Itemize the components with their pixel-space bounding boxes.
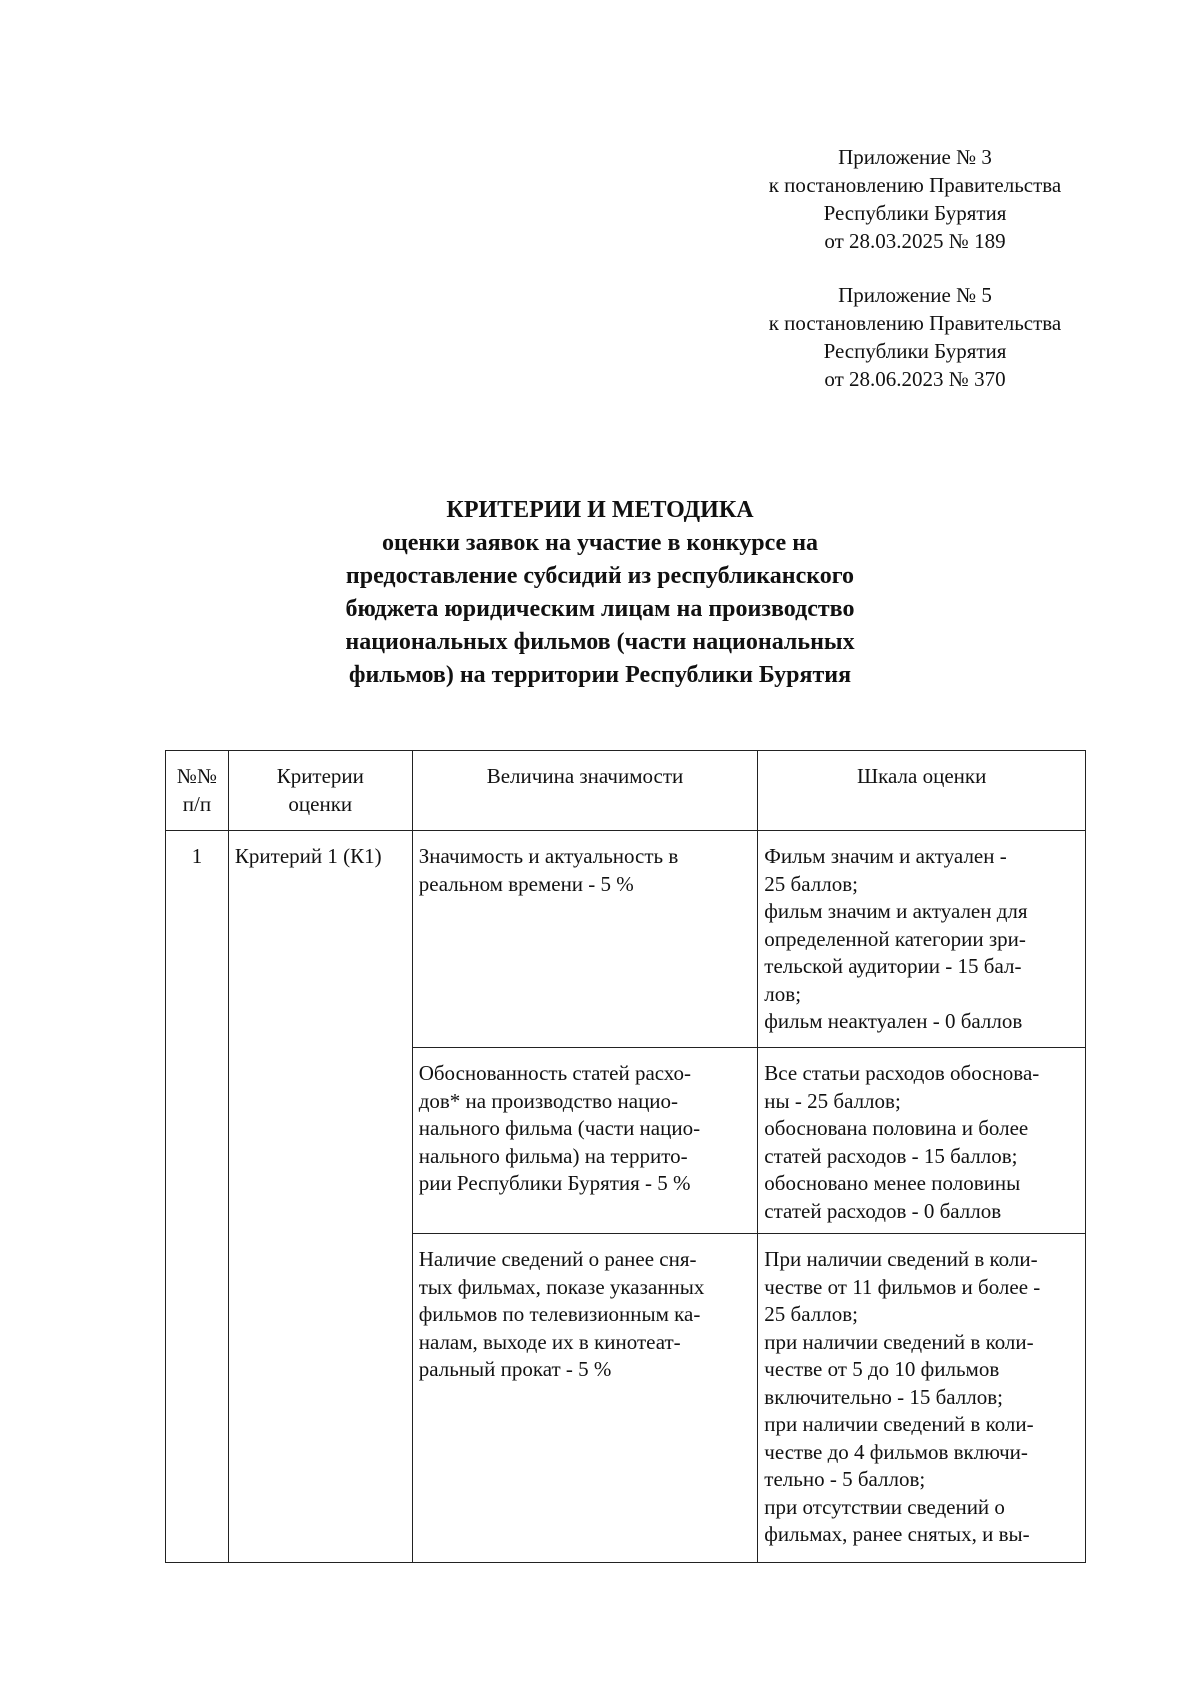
value-line: дов* на производство нацио- xyxy=(418,1088,679,1113)
header-criteria xyxy=(228,751,412,831)
scale-line: обоснована половина и более xyxy=(764,1116,1029,1140)
header-value: Величина значимости xyxy=(412,751,758,831)
scale-line: честве до 4 фильмов включи- xyxy=(764,1439,1028,1464)
value-cell xyxy=(412,1234,758,1563)
scale-line: фильм неактуален - 0 баллов xyxy=(764,1009,1023,1033)
scale-line: Все статьи расходов обоснова- xyxy=(764,1061,1040,1085)
scale-line: включительно - 15 баллов; xyxy=(764,1384,1004,1409)
annex-header-2 xyxy=(745,281,1085,393)
scale-line: 25 баллов; xyxy=(764,871,858,896)
scale-line: честве от 11 фильмов и более - xyxy=(764,1274,1041,1299)
scale-line: определенной категории зри- xyxy=(764,926,1026,951)
value-line: фильмов по телевизионным ка- xyxy=(418,1302,701,1326)
scale-line: статей расходов - 0 баллов xyxy=(764,1198,1002,1223)
annex-line: к постановлению Правительства xyxy=(768,173,1062,197)
title-subtitle-line: национальных фильмов (части национальных xyxy=(345,629,855,655)
value-line: нального фильма (части нацио- xyxy=(418,1116,701,1140)
scale-line: При наличии сведений в коли- xyxy=(764,1247,1038,1271)
scale-line: 25 баллов; xyxy=(764,1302,858,1326)
scale-line: честве от 5 до 10 фильмов xyxy=(764,1357,1000,1381)
header-criteria-line: Критерии xyxy=(276,764,364,788)
scale-line: при наличии сведений в коли- xyxy=(764,1412,1034,1436)
value-line: ральный прокат - 5 % xyxy=(418,1357,612,1381)
scale-line: статей расходов - 15 баллов; xyxy=(764,1143,1018,1168)
header-number-line: п/п xyxy=(182,791,212,816)
annex-line: Республики Бурятия xyxy=(823,339,1007,363)
row-number: 1 xyxy=(166,831,229,1563)
title-subtitle-line: бюджета юридическим лицам на производство xyxy=(345,596,855,622)
table-row xyxy=(166,831,1086,1048)
scale-line: фильм значим и актуален для xyxy=(764,899,1028,923)
document-title xyxy=(200,494,1000,692)
header-scale: Шкала оценки xyxy=(758,751,1086,831)
header-number-line: №№ xyxy=(176,764,217,788)
value-line: рии Республики Бурятия - 5 % xyxy=(418,1171,691,1195)
scale-line: Фильм значим и актуален - xyxy=(764,844,1007,868)
header-number xyxy=(166,751,229,831)
value-line: реальном времени - 5 % xyxy=(418,871,634,896)
scale-cell xyxy=(758,1234,1086,1563)
scale-line: тельской аудитории - 15 бал- xyxy=(764,954,1022,978)
criterion-name: Критерий 1 (К1) xyxy=(228,831,412,1563)
scale-line: лов; xyxy=(764,981,802,1006)
annex-header-1 xyxy=(745,143,1085,255)
annex-line: Приложение № 5 xyxy=(838,283,992,307)
title-main: КРИТЕРИИ И МЕТОДИКА xyxy=(446,497,754,523)
annex-line: Приложение № 3 xyxy=(838,145,992,169)
scale-line: обосновано менее половины xyxy=(764,1171,1021,1195)
title-subtitle-line: предоставление субсидий из республиканского xyxy=(345,563,855,589)
value-line: тых фильмах, показе указанных xyxy=(418,1274,705,1299)
value-line: Обоснованность статей расхо- xyxy=(418,1061,691,1085)
scale-line: тельно - 5 баллов; xyxy=(764,1467,926,1491)
title-subtitle-line: фильмов) на территории Республики Бурятия xyxy=(348,662,852,688)
annex-line: от 28.06.2023 № 370 xyxy=(824,367,1006,391)
value-line: Значимость и актуальность в xyxy=(418,844,679,868)
scale-line: при отсутствии сведений о xyxy=(764,1494,1005,1519)
value-line: Наличие сведений о ранее сня- xyxy=(418,1247,697,1271)
annex-line: Республики Бурятия xyxy=(823,201,1007,225)
title-subtitle-line: оценки заявок на участие в конкурсе на xyxy=(381,530,819,556)
value-line: нального фильма) на террито- xyxy=(418,1143,688,1168)
annex-line: от 28.03.2025 № 189 xyxy=(824,229,1006,253)
annex-line: к постановлению Правительства xyxy=(768,311,1062,335)
table-header-row xyxy=(166,751,1086,831)
value-line: налам, выходе их в кинотеат- xyxy=(418,1329,681,1354)
criteria-table xyxy=(165,750,1086,1563)
scale-cell xyxy=(758,1048,1086,1234)
value-cell xyxy=(412,1048,758,1234)
scale-line: фильмах, ранее снятых, и вы- xyxy=(764,1522,1030,1546)
scale-cell xyxy=(758,831,1086,1048)
value-cell xyxy=(412,831,758,1048)
scale-line: ны - 25 баллов; xyxy=(764,1088,901,1113)
header-criteria-line: оценки xyxy=(288,791,353,816)
scale-line: при наличии сведений в коли- xyxy=(764,1329,1034,1354)
